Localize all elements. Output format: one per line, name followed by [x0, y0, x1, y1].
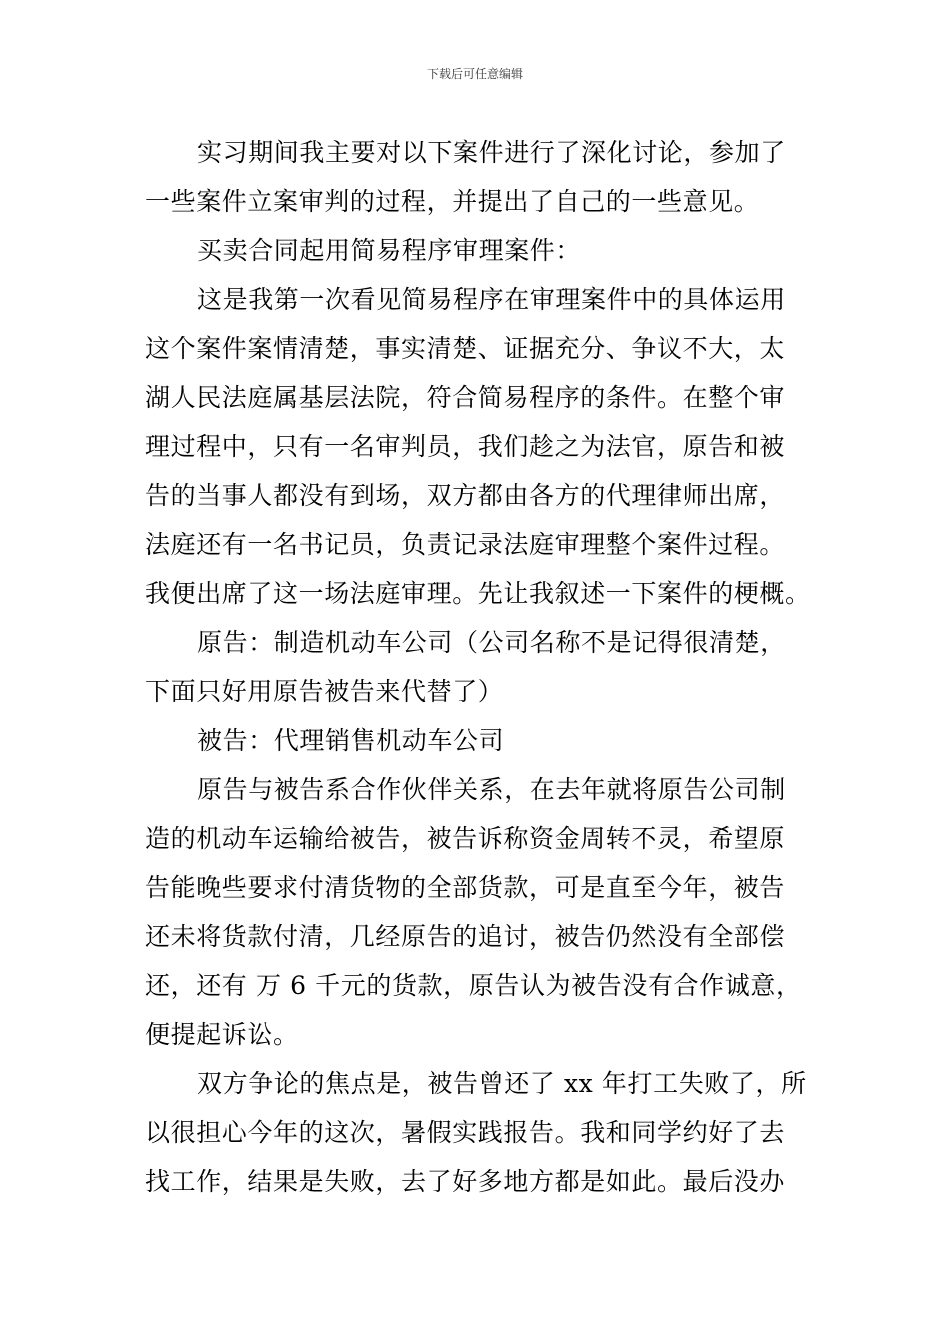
text-line: 告的当事人都没有到场，双方都由各方的代理律师出席， — [145, 481, 786, 510]
text-line: 还未将货款付清，几经原告的追讨，被告仍然没有全部偿 — [145, 922, 786, 951]
text-line: 湖人民法庭属基层法院，符合简易程序的条件。在整个审 — [145, 383, 786, 412]
text-line: 原告与被告系合作伙伴关系，在去年就将原告公司制 — [197, 775, 786, 804]
text-line: 我便出席了这一场法庭审理。先让我叙述一下案件的梗概。 — [145, 579, 811, 608]
text-line: 法庭还有一名书记员，负责记录法庭审理整个案件过程。 — [145, 530, 786, 559]
text-line: 双方争论的焦点是，被告曾还了 xx 年打工失败了，所 — [197, 1069, 807, 1098]
text-line: 买卖合同起用简易程序审理案件： — [197, 236, 582, 265]
document-body — [145, 128, 810, 1206]
text-line: 一些案件立案审判的过程，并提出了自己的一些意见。 — [145, 187, 760, 216]
text-line: 实习期间我主要对以下案件进行了深化讨论，参加了 — [197, 138, 786, 167]
text-line: 理过程中，只有一名审判员，我们趁之为法官，原告和被 — [145, 432, 786, 461]
text-line: 这是我第一次看见简易程序在审理案件中的具体运用 — [197, 285, 786, 314]
text-line: 被告：代理销售机动车公司 — [197, 726, 505, 755]
text-line: 这个案件案情清楚，事实清楚、证据充分、争议不大，太 — [145, 334, 786, 363]
text-line: 下面只好用原告被告来代替了） — [145, 677, 504, 706]
page-header-note: 下载后可任意编辑 — [426, 67, 523, 81]
text-line: 造的机动车运输给被告，被告诉称资金周转不灵，希望原 — [145, 824, 786, 853]
text-line: 还，还有 万 6 千元的货款，原告认为被告没有合作诚意， — [145, 971, 802, 1000]
text-line: 以很担心今年的这次，暑假实践报告。我和同学约好了去 — [145, 1118, 786, 1147]
text-line: 告能晚些要求付清货物的全部货款，可是直至今年，被告 — [145, 873, 786, 902]
text-line: 原告：制造机动车公司（公司名称不是记得很清楚， — [197, 628, 786, 657]
text-line: 找工作，结果是失败，去了好多地方都是如此。最后没办 — [145, 1167, 786, 1196]
text-line: 便提起诉讼。 — [145, 1020, 299, 1049]
